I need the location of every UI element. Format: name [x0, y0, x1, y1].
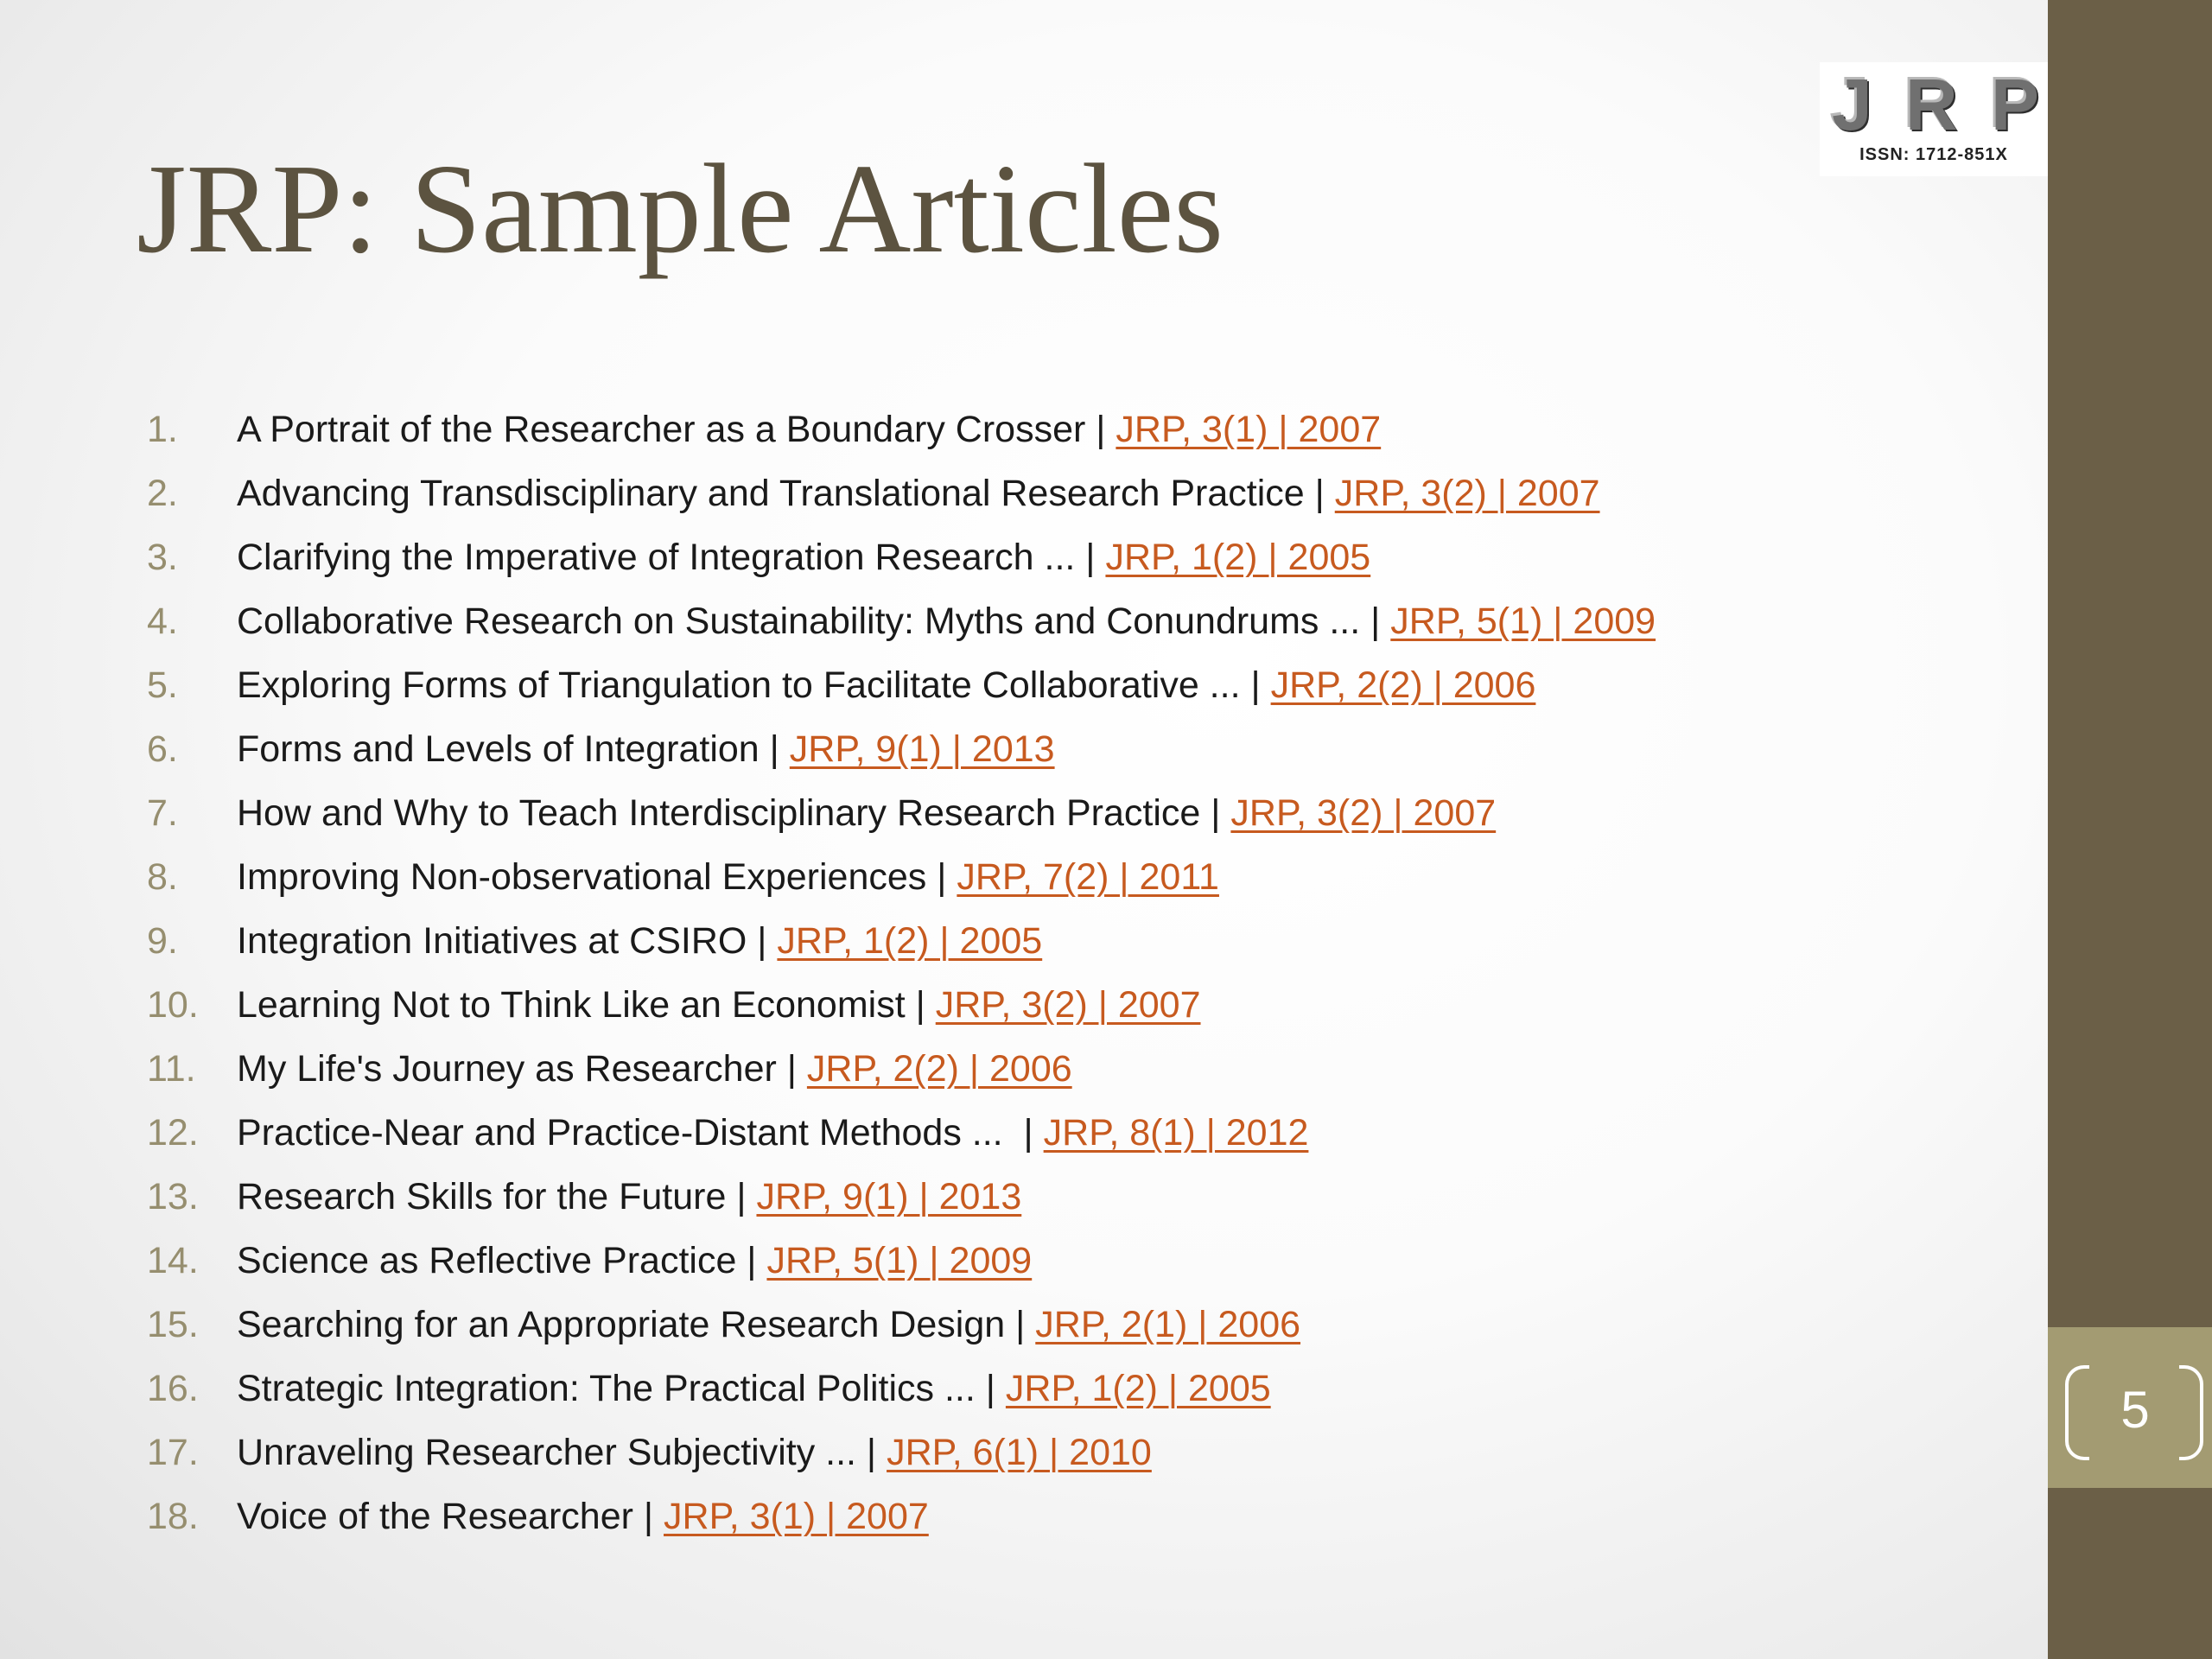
article-separator: |	[975, 1368, 1006, 1409]
article-number: 17.	[147, 1432, 199, 1473]
article-number: 18.	[147, 1496, 199, 1537]
article-citation-link[interactable]: JRP, 8(1) | 2012	[1043, 1112, 1309, 1154]
article-entry	[237, 1486, 929, 1547]
article-number: 12.	[147, 1112, 199, 1154]
article-entry	[237, 1039, 1072, 1099]
article-citation-link[interactable]: JRP, 5(1) | 2009	[1390, 601, 1656, 642]
article-separator: |	[905, 984, 936, 1026]
article-separator: |	[1005, 1304, 1036, 1345]
article-title: Strategic Integration: The Practical Politics ...	[237, 1368, 976, 1409]
article-number: 14.	[147, 1240, 199, 1281]
article-entry	[237, 1103, 1308, 1163]
article-number: 4.	[147, 601, 178, 642]
logo-letters	[1832, 64, 2039, 145]
article-number: 3.	[147, 537, 178, 578]
article-citation-link[interactable]: JRP, 3(1) | 2007	[664, 1496, 929, 1537]
article-citation-link[interactable]: JRP, 1(2) | 2005	[1105, 537, 1371, 578]
article-title: Collaborative Research on Sustainability: Myths and Conundrums ...	[237, 601, 1361, 642]
article-citation-link[interactable]: JRP, 2(2) | 2006	[1270, 664, 1536, 706]
article-separator: |	[1002, 1112, 1044, 1154]
article-citation-link[interactable]: JRP, 5(1) | 2009	[766, 1240, 1033, 1281]
article-separator: |	[1360, 601, 1391, 642]
article-entry	[237, 719, 1055, 779]
article-title: Integration Initiatives at CSIRO	[237, 920, 747, 962]
article-title: A Portrait of the Researcher as a Boundary Crosser	[237, 409, 1086, 450]
article-title: Advancing Transdisciplinary and Translational Research Practice	[237, 473, 1305, 514]
article-citation-link[interactable]: JRP, 3(2) | 2007	[1230, 792, 1497, 834]
article-separator: |	[632, 1496, 664, 1537]
article-title: Science as Reflective Practice	[237, 1240, 737, 1281]
article-title: How and Why to Teach Interdisciplinary Research Practice	[237, 792, 1201, 834]
article-citation-link[interactable]: JRP, 6(1) | 2010	[887, 1432, 1152, 1473]
article-number: 8.	[147, 856, 178, 898]
article-entry	[237, 847, 1219, 907]
article-entry	[237, 1294, 1300, 1355]
article-number: 7.	[147, 792, 178, 834]
article-entry	[237, 655, 1535, 715]
article-entry	[237, 399, 1381, 460]
article-number: 6.	[147, 728, 178, 770]
article-separator: |	[759, 728, 790, 770]
article-title: My Life's Journey as Researcher	[237, 1048, 777, 1090]
article-entry	[237, 591, 1656, 652]
article-number: 10.	[147, 984, 199, 1026]
article-title: Learning Not to Think Like an Economist	[237, 984, 906, 1026]
article-entry	[237, 1230, 1032, 1291]
article-separator: |	[1200, 792, 1231, 834]
article-separator: |	[1304, 473, 1335, 514]
article-number: 11.	[147, 1048, 196, 1090]
article-separator: |	[726, 1176, 757, 1217]
article-citation-link[interactable]: JRP, 1(2) | 2005	[1005, 1368, 1271, 1409]
article-title: Clarifying the Imperative of Integration Research ...	[237, 537, 1076, 578]
page-number: 5	[2120, 1381, 2150, 1439]
article-entry	[237, 1422, 1152, 1483]
logo-letter-p: P	[1990, 64, 2039, 145]
left-bracket-icon	[2065, 1365, 2089, 1460]
slide-title: JRP: Sample Articles	[137, 138, 1224, 280]
article-separator: |	[776, 1048, 807, 1090]
article-citation-link[interactable]: JRP, 3(2) | 2007	[935, 984, 1201, 1026]
article-number: 9.	[147, 920, 178, 962]
article-separator: |	[736, 1240, 767, 1281]
article-title: Research Skills for the Future	[237, 1176, 727, 1217]
article-entry	[237, 911, 1042, 971]
article-separator: |	[1240, 664, 1271, 706]
article-citation-link[interactable]: JRP, 3(2) | 2007	[1334, 473, 1600, 514]
article-entry	[237, 1166, 1021, 1227]
logo-letter-r: R	[1905, 64, 1958, 145]
article-citation-link[interactable]: JRP, 3(1) | 2007	[1116, 409, 1382, 450]
article-entry	[237, 527, 1370, 588]
article-title: Exploring Forms of Triangulation to Facilitate Collaborative ...	[237, 664, 1241, 706]
article-citation-link[interactable]: JRP, 9(1) | 2013	[756, 1176, 1022, 1217]
logo-issn: ISSN: 1712-851X	[1859, 145, 2008, 164]
right-bracket-icon	[2179, 1365, 2203, 1460]
article-title: Practice-Near and Practice-Distant Methods ...	[237, 1112, 1003, 1154]
article-title: Voice of the Researcher	[237, 1496, 633, 1537]
article-title: Searching for an Appropriate Research Design	[237, 1304, 1006, 1345]
article-citation-link[interactable]: JRP, 9(1) | 2013	[789, 728, 1055, 770]
article-separator: |	[1075, 537, 1106, 578]
article-entry	[237, 1358, 1271, 1419]
article-entry	[237, 463, 1600, 524]
article-title: Unraveling Researcher Subjectivity ...	[237, 1432, 856, 1473]
article-separator: |	[926, 856, 957, 898]
article-number: 2.	[147, 473, 178, 514]
logo-letter-j: J	[1832, 64, 1872, 145]
article-number: 13.	[147, 1176, 199, 1217]
article-number: 1.	[147, 409, 178, 450]
article-title: Improving Non-observational Experiences	[237, 856, 927, 898]
article-citation-link[interactable]: JRP, 7(2) | 2011	[957, 856, 1219, 898]
article-separator: |	[1085, 409, 1116, 450]
article-citation-link[interactable]: JRP, 1(2) | 2005	[777, 920, 1043, 962]
article-separator: |	[747, 920, 778, 962]
article-number: 15.	[147, 1304, 199, 1345]
page-number-badge	[2048, 1327, 2212, 1488]
article-citation-link[interactable]: JRP, 2(2) | 2006	[806, 1048, 1072, 1090]
article-entry	[237, 783, 1496, 843]
article-title: Forms and Levels of Integration	[237, 728, 760, 770]
article-citation-link[interactable]: JRP, 2(1) | 2006	[1035, 1304, 1301, 1345]
article-number: 5.	[147, 664, 178, 706]
jrp-logo	[1820, 62, 2048, 176]
article-number: 16.	[147, 1368, 199, 1409]
article-entry	[237, 975, 1201, 1035]
article-separator: |	[855, 1432, 887, 1473]
